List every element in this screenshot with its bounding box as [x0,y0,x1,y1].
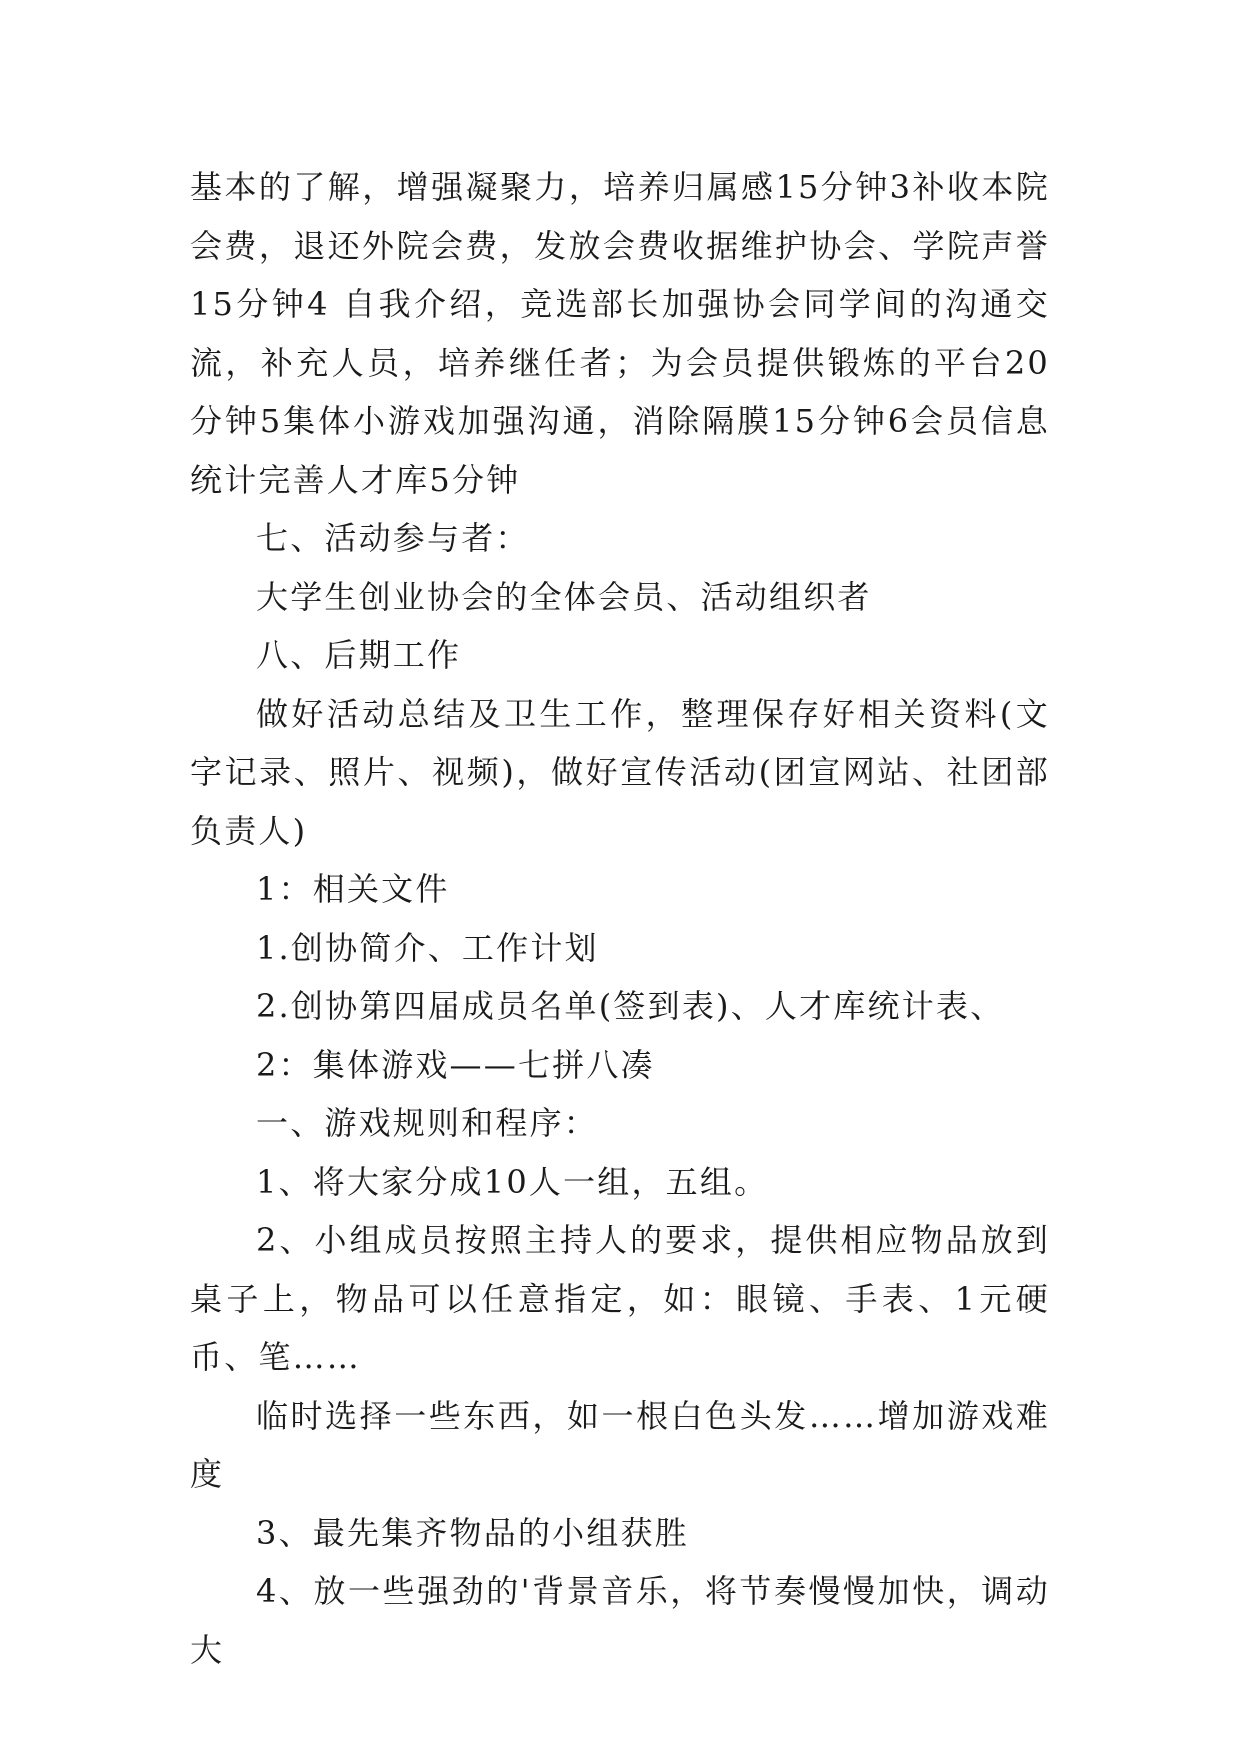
list-item-document-1: 1.创协简介、工作计划 [256,928,599,967]
paragraph-participants: 大学生创业协会的全体会员、活动组织者 [256,577,872,616]
list-item-rule-2: 2、小组成员按照主持人的要求，提供相应物品放到桌子上，物品可以任意指定，如：眼镜、手表、1元硬币、笔…… [190,1221,1050,1376]
heading-participants: 七、活动参与者： [256,519,530,557]
paragraph-follow-up-work: 做好活动总结及卫生工作，整理保存好相关资料(文字记录、照片、视频)，做好宣传活动(团宣网站、社团部负责人) [190,694,1050,850]
heading-game-rules: 一、游戏规则和程序： [256,1104,599,1142]
heading-follow-up-work: 八、后期工作 [256,636,462,674]
list-item-rule-4: 4、放一些强劲的'背景音乐，将节奏慢慢加快，调动大 [190,1572,1050,1669]
document-page [190,158,1050,1679]
heading-related-documents: 1：相关文件 [256,870,450,908]
paragraph-rule-2-note: 临时选择一些东西，如一根白色头发……增加游戏难度 [190,1396,1050,1493]
heading-group-game: 2：集体游戏——七拼八凑 [256,1045,655,1084]
list-item-rule-3: 3、最先集齐物品的小组获胜 [256,1513,689,1552]
list-item-document-2: 2.创协第四届成员名单(签到表)、人才库统计表、 [256,987,1005,1025]
list-item-rule-1: 1、将大家分成10人一组，五组。 [256,1162,769,1201]
paragraph-schedule-continued: 基本的了解，增强凝聚力，培养归属感15分钟3补收本院会费，退还外院会费，发放会费收据维护协会、学院声誉15分钟4 自我介绍，竞选部长加强协会同学间的沟通交流，补充人员，培养继任者；为会员提供锻炼的平台20分钟5集体小游戏加强沟通，消除隔膜15分钟6会员信息统计完善人才库5分钟 [190,168,1050,499]
